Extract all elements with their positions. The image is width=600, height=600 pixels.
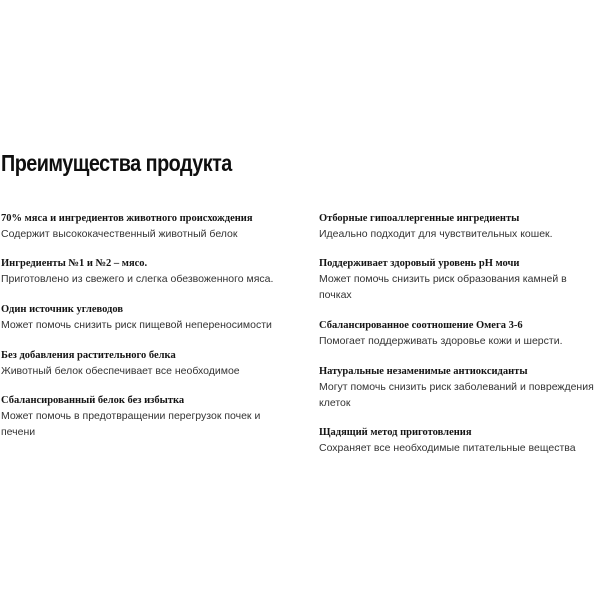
benefit-title: Отборные гипоаллергенные ингредиенты <box>319 213 520 224</box>
benefit-item <box>1 349 286 379</box>
benefit-description: Идеально подходит для чувствительных кошек. <box>319 228 553 240</box>
benefit-item <box>1 212 286 242</box>
benefit-description: Помогает поддерживать здоровье кожи и шерсти. <box>319 335 563 347</box>
benefit-title: Щадящий метод приготовления <box>319 427 472 438</box>
benefits-left-column <box>1 212 286 440</box>
benefit-description: Сохраняет все необходимые питательные вещества <box>319 442 576 454</box>
benefit-description: Животный белок обеспечивает все необходимое <box>1 365 240 377</box>
page-title: Преимущества продукта <box>1 150 232 176</box>
benefit-description: Могут помочь снизить риск заболеваний и повреждения клеток <box>319 381 594 409</box>
benefit-description: Может помочь снизить риск образования камней в почках <box>319 273 567 301</box>
benefit-title: Сбалансированный белок без избытка <box>1 395 185 406</box>
benefit-item <box>319 212 597 242</box>
benefit-item <box>319 257 597 303</box>
benefit-description: Может помочь снизить риск пищевой непереносимости <box>1 319 272 331</box>
benefit-title: Поддерживает здоровый уровень pH мочи <box>319 258 520 269</box>
benefit-item <box>1 394 286 440</box>
benefit-title: Сбалансированное соотношение Омега 3-6 <box>319 320 523 331</box>
benefit-title: Один источник углеводов <box>1 304 124 315</box>
benefit-description: Приготовлено из свежего и слегка обезвоженного мяса. <box>1 273 274 285</box>
benefit-item <box>1 303 286 333</box>
benefit-item <box>1 257 286 287</box>
benefit-item <box>319 365 597 411</box>
benefit-title: 70% мяса и ингредиентов животного происхождения <box>1 213 253 224</box>
benefit-title: Натуральные незаменимые антиоксиданты <box>319 366 528 377</box>
benefit-title: Без добавления растительного белка <box>1 350 176 361</box>
benefit-item <box>319 426 597 456</box>
benefit-item <box>319 319 597 349</box>
benefit-description: Может помочь в предотвращении перегрузок почек и печени <box>1 410 261 438</box>
benefits-right-column <box>319 212 597 456</box>
benefit-description: Содержит высококачественный животный белок <box>1 228 238 240</box>
benefit-title: Ингредиенты №1 и №2 – мясо. <box>1 258 148 269</box>
